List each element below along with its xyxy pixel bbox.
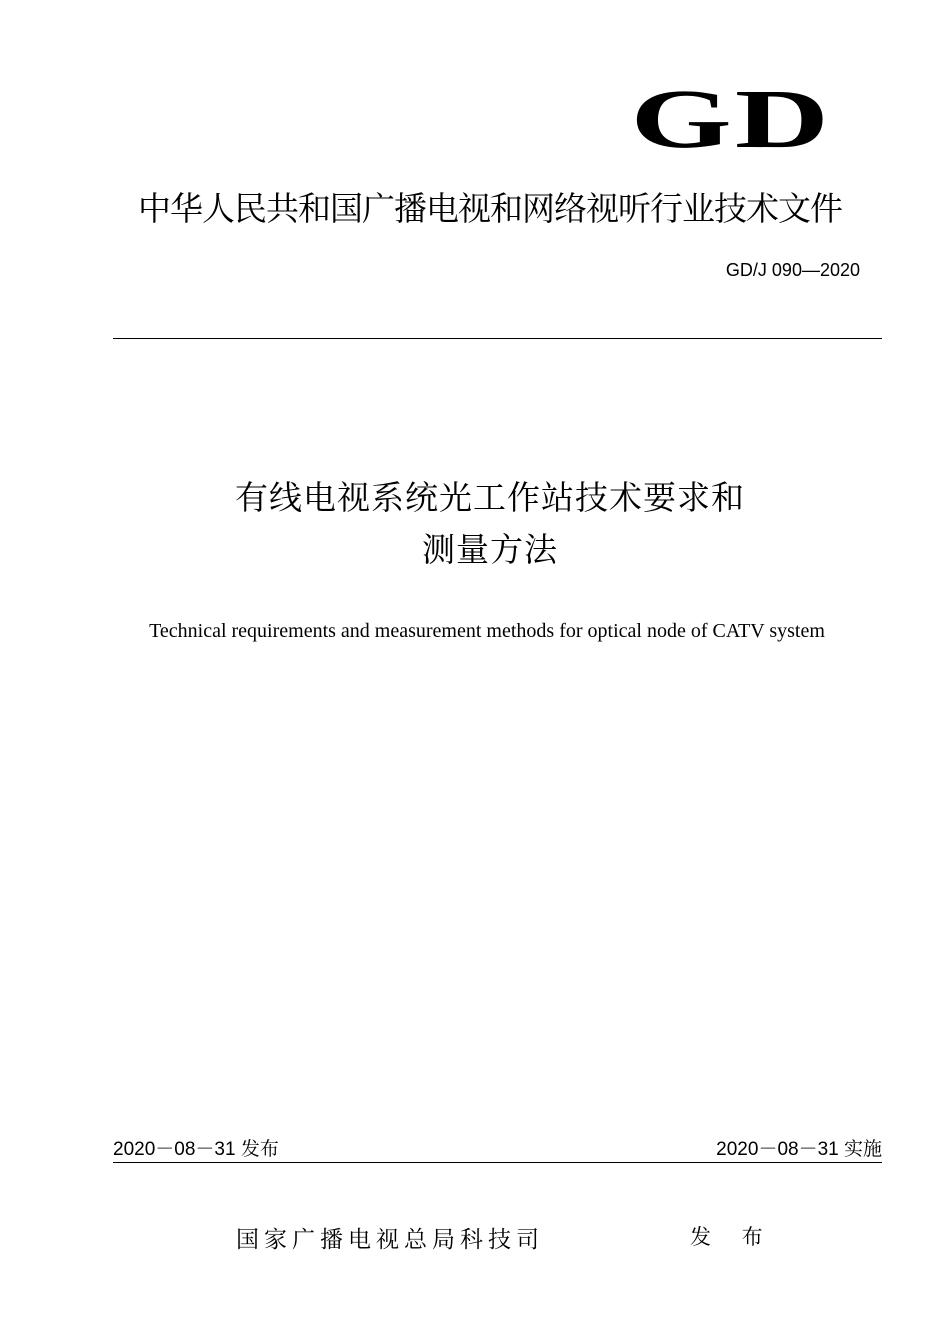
date-row [113,1138,882,1164]
header-divider [113,338,882,339]
footer-divider [113,1162,882,1163]
document-title [0,472,950,576]
header-title: 中华人民共和国广播电视和网络视听行业技术文件 [138,189,842,228]
document-title-line-2: 测量方法 [422,530,558,569]
english-title: Technical requirements and measurement methods for optical node of CATV system [149,620,825,642]
standard-number: GD/J 090—2020 [725,260,860,280]
gd-logo: GD [630,73,832,166]
publish-date: 2020－08－31 发布 [113,1139,279,1160]
issuer-name: 国家广播电视总局科技司 [236,1227,544,1253]
document-title-line-1: 有线电视系统光工作站技术要求和 [235,478,745,517]
issue-label: 发 布 [690,1225,775,1249]
implement-date: 2020－08－31 实施 [716,1139,882,1160]
